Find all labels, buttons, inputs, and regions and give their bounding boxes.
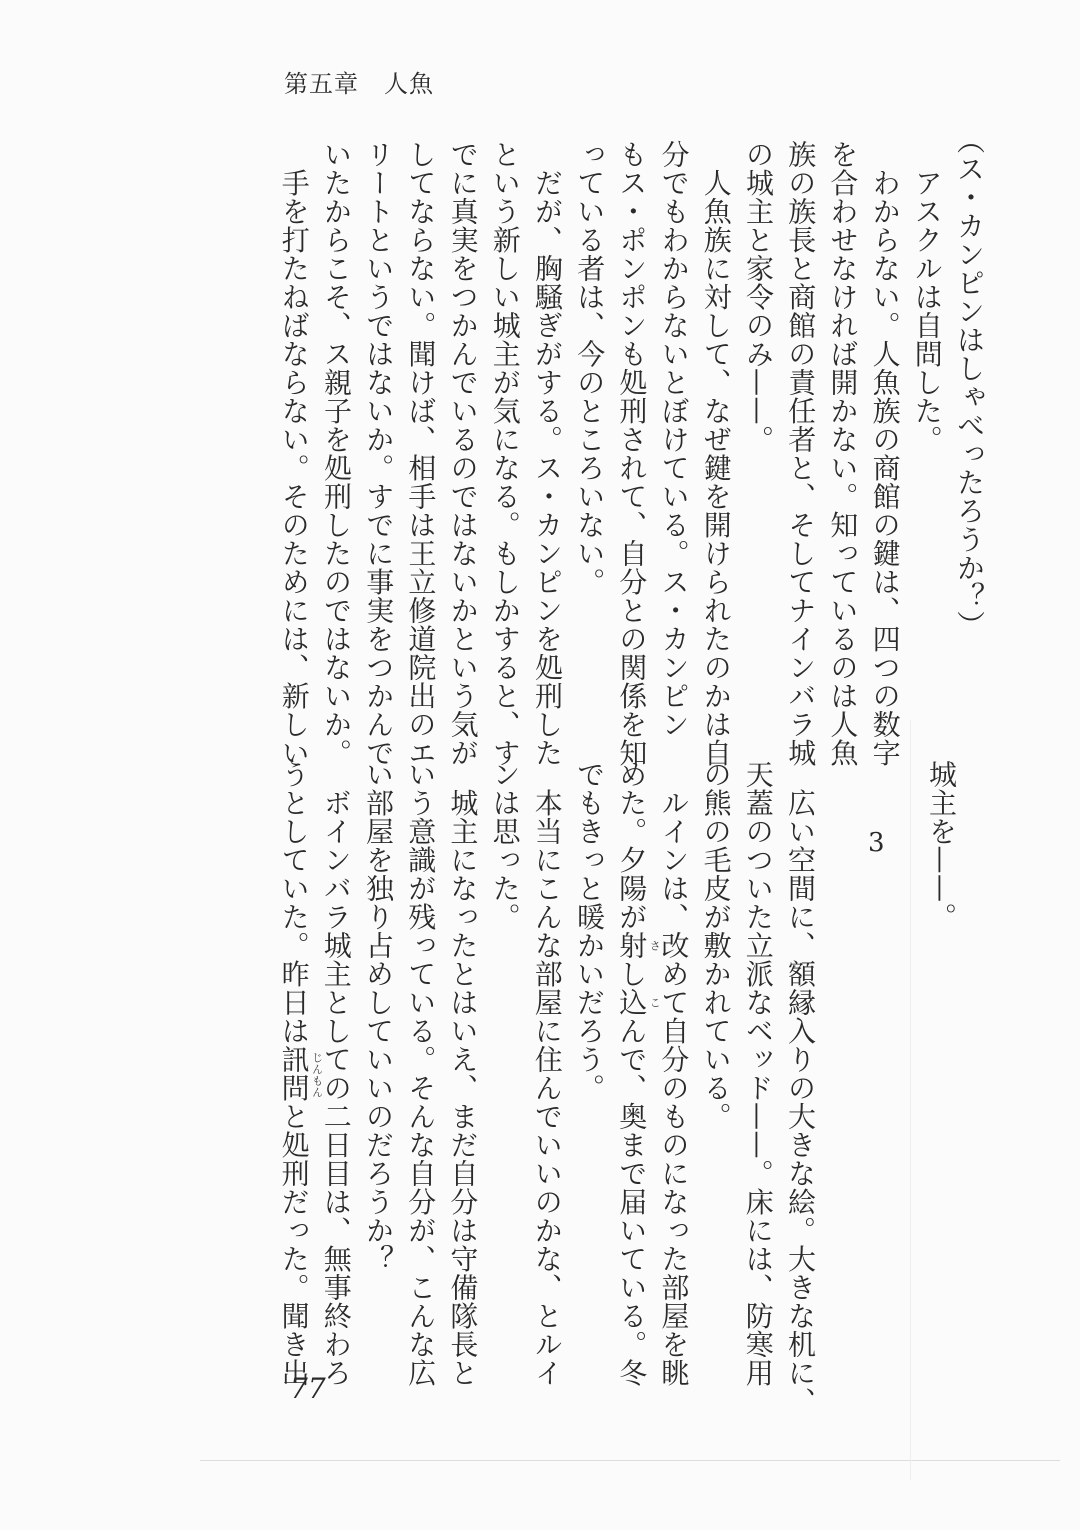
chapter-header: 第五章 人魚: [284, 70, 434, 98]
column-text: いう意識が残っている。そんな自分が、こんな広: [404, 760, 438, 1387]
text-column: リートというではないか。すでに事実をつかんで: [362, 140, 396, 767]
text-column: 人魚族に対して、なぜ鍵を開けられたのかは自: [699, 140, 733, 767]
column-text: い部屋を独り占めしていいのだろうか？: [362, 760, 395, 1273]
text-column: [610, 760, 662, 1387]
text-column: という新しい城主が気になる。もしかすると、す: [488, 140, 522, 767]
text-column: してならない。聞けば、相手は王立修道院出のエ: [404, 140, 438, 767]
text-column: っている者は、今のところいない。: [573, 140, 607, 596]
column-text: 天蓋のついた立派なベッド——。床には、防寒用: [741, 760, 775, 1387]
text-column: （ス・カンピンはしゃべったろうか？）: [953, 126, 986, 639]
ruby-annotation: じんもん: [310, 1051, 324, 1098]
text-column: [652, 760, 694, 1387]
column-text: 城主になったとはいえ、まだ自分は守備隊長と: [446, 760, 480, 1387]
column-text: うとしていた。昨日は訊問と処刑だった。聞き出: [277, 760, 311, 1387]
column-text: 広い空間に、額縁入りの大きな絵。大きな机に、: [784, 760, 817, 1416]
text-column: もス・ポンポンも処刑されて、自分との関係を知: [615, 140, 649, 767]
text-column: だが、胸騒ぎがする。ス・カンピンを処刑した: [531, 140, 564, 767]
column-text: めた。夕陽が射し込んで、奥まで届いている。冬: [615, 760, 649, 1387]
ruby-annotation: こ: [648, 996, 662, 1009]
text-column: [484, 760, 526, 931]
text-column: でに真実をつかんでいるのではないかという気が: [446, 140, 480, 767]
text-column: [526, 760, 568, 1387]
text-column: [737, 760, 779, 1387]
column-text: ルインは、改めて自分のものになった部屋を眺: [657, 760, 691, 1387]
text-column: いたからこそ、ス親子を処刑したのではないか。: [320, 140, 353, 767]
column-text: でもきっと暖かいだろう。: [573, 760, 606, 1102]
column-text: ボインバラ城主としての二日目は、無事終わろ: [319, 760, 353, 1387]
text-column: [399, 760, 441, 1387]
column-text: ンは思った。: [488, 760, 522, 931]
column-text: の熊の毛皮が敷かれている。: [699, 760, 733, 1131]
text-column: わからない。人魚族の商館の鍵は、四つの数字: [868, 140, 902, 767]
text-column: の城主と家令のみ——。: [742, 140, 775, 454]
text-column: を合わせなければ開かない。知っているのは人魚: [826, 140, 860, 767]
text-column: [441, 760, 483, 1387]
text-column: アスクルは自問した。: [910, 140, 944, 454]
text-column: [695, 760, 737, 1131]
section-number: 3: [868, 828, 885, 858]
column-text: 本当にこんな部屋に住んでいいのかな、とルイ: [530, 760, 564, 1387]
ruby-annotation: さ: [648, 939, 662, 952]
text-column: [273, 760, 324, 1387]
text-column: 手を打たねばならない。そのためには、新しい: [277, 140, 311, 767]
text-column: [357, 760, 399, 1273]
text-column: 族の族長と商館の責任者と、そしてナインバラ城: [784, 140, 818, 767]
text-column: [779, 760, 821, 1416]
text-column: 分でもわからないとぼけている。ス・カンピン: [657, 140, 691, 739]
text-column: [568, 760, 610, 1102]
page-number: 77: [290, 1372, 326, 1405]
scan-edge: [910, 720, 911, 1480]
text-column: 城主を——。: [925, 760, 958, 931]
scan-line: [200, 1460, 1060, 1461]
